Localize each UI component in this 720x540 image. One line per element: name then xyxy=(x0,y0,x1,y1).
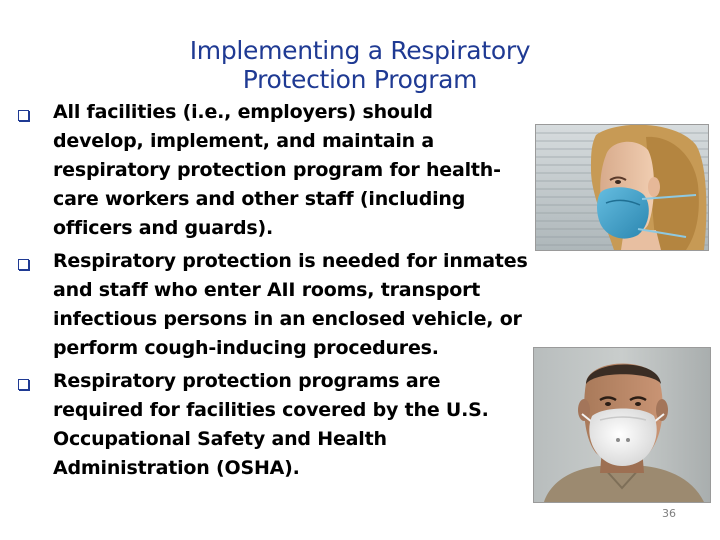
slide-title-line-1: Implementing a Respiratory xyxy=(189,36,531,65)
man-wearing-white-n95-respirator-icon xyxy=(534,348,710,502)
bullet-text: All facilities (i.e., employers) should develop, implement, and maintain a respiratory protection program for health-care workers and other staff (including officers and guards). xyxy=(53,101,501,239)
slide-title xyxy=(110,36,610,94)
checkbox-bullet-icon xyxy=(18,110,29,121)
bullet-item xyxy=(18,247,528,363)
bullet-item xyxy=(18,367,528,483)
bullet-list xyxy=(18,98,528,487)
bullet-text: Respiratory protection programs are required for facilities covered by the U.S. Occupational Safety and Health Administration (OSHA). xyxy=(53,370,489,479)
man-respirator-photo xyxy=(533,347,711,503)
checkbox-bullet-icon xyxy=(18,379,29,390)
slide-title-line-2: Protection Program xyxy=(242,65,478,94)
woman-wearing-blue-n95-respirator-icon xyxy=(536,125,708,250)
checkbox-bullet-icon xyxy=(18,259,29,270)
woman-respirator-photo xyxy=(535,124,709,251)
page-number: 36 xyxy=(662,507,676,520)
bullet-text: Respiratory protection is needed for inmates and staff who enter AII rooms, transport infectious persons in an enclosed vehicle, or perform cough-inducing procedures. xyxy=(53,250,528,359)
bullet-item xyxy=(18,98,528,243)
